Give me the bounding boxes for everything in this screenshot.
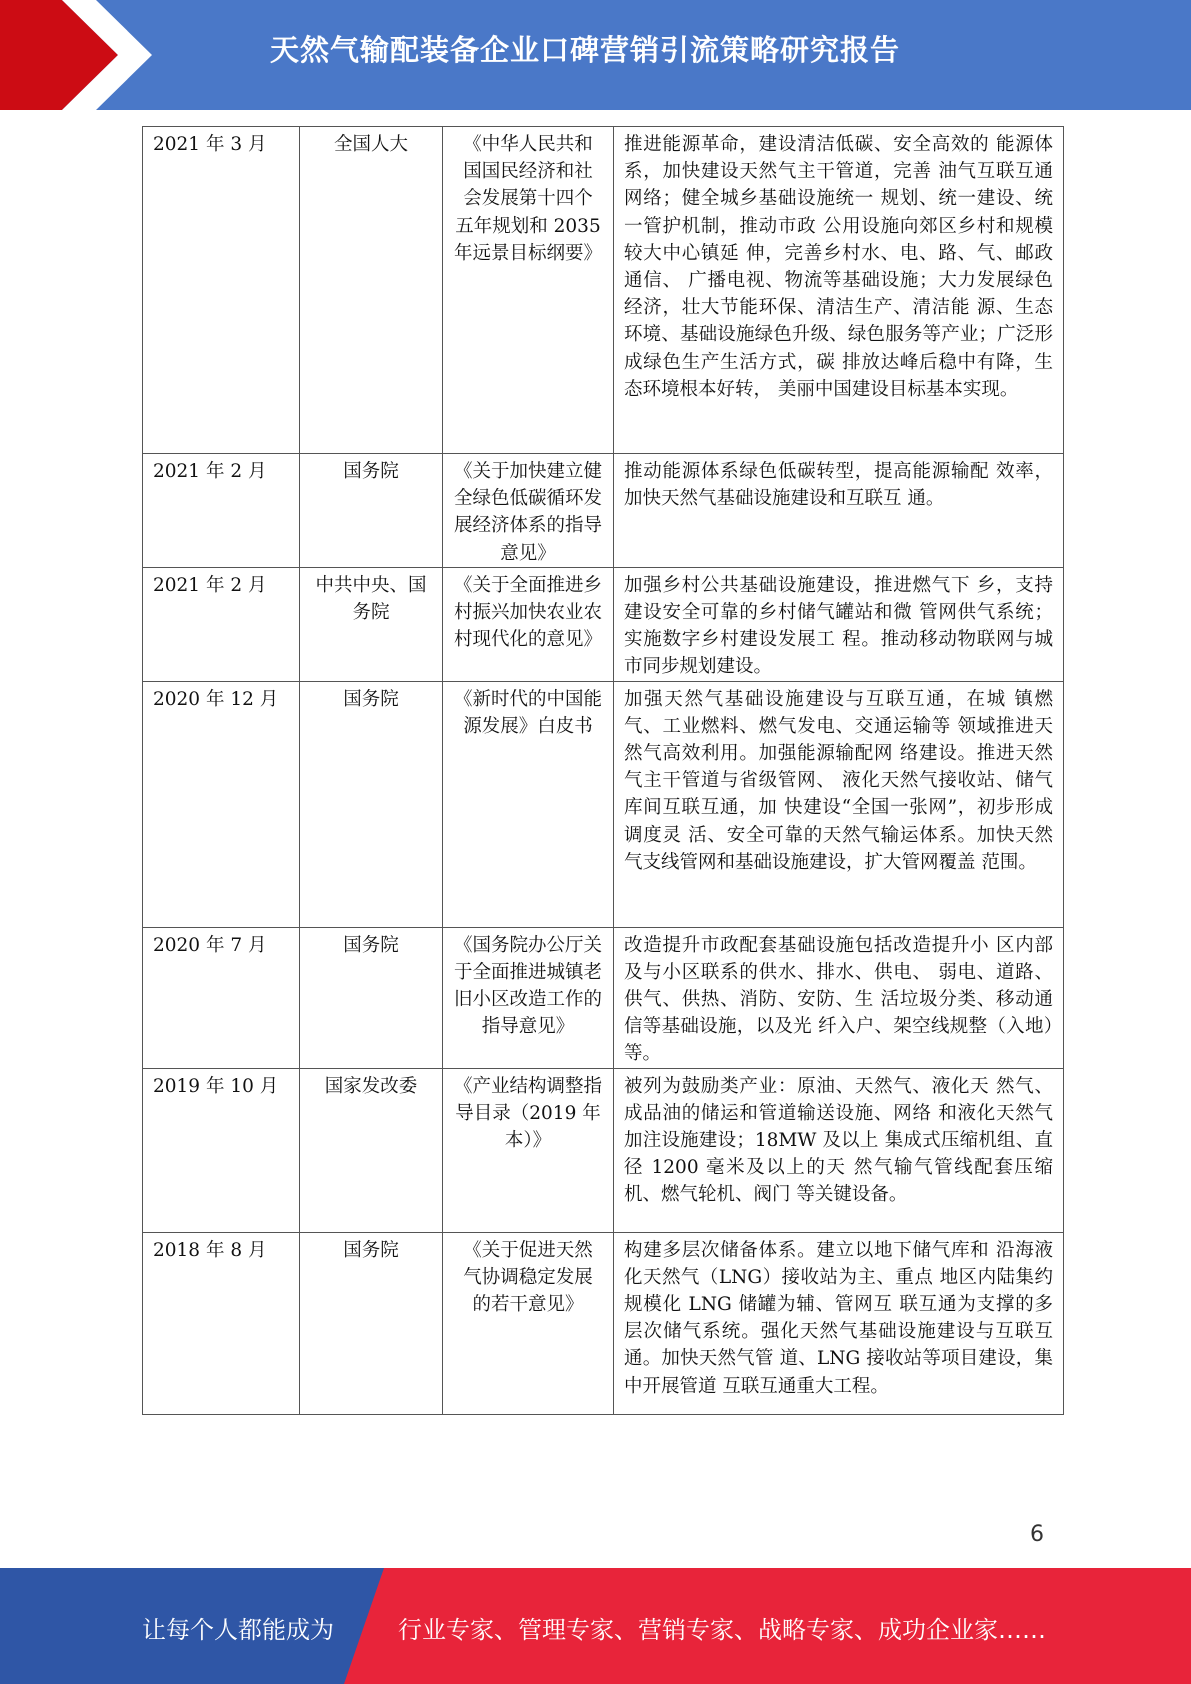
footer-slogan-left: 让每个人都能成为 — [142, 1616, 334, 1644]
document-cell: 《关于全面推进乡村振兴加快农业农村现代化的意见》 — [443, 567, 614, 681]
content-cell: 加强天然气基础设施建设与互联互通，在城 镇燃气、工业燃料、燃气发电、交通运输等 领域推进天然气高效利用。加强能源输配网 络建设。推进天然气主干管道与省级管网、 液化天然气接收站、储气库间互联互通，加 快建设“全国一张网”，初步形成调度灵 活、安全可靠的天然气输运体系。加快天然 气支线管网和基础设施建设，扩大管网覆盖 范围。 — [614, 681, 1064, 927]
issuer-cell: 国务院 — [300, 681, 443, 927]
content-cell: 推动能源体系绿色低碳转型，提高能源输配 效率，加快天然气基础设施建设和互联互 通。 — [614, 454, 1064, 568]
date-cell: 2021 年 2 月 — [143, 454, 300, 568]
page-header — [0, 0, 1191, 110]
table-row — [143, 927, 1064, 1068]
table-row — [143, 1068, 1064, 1232]
table-row — [143, 567, 1064, 681]
date-cell: 2021 年 3 月 — [143, 127, 300, 454]
issuer-cell: 中共中央、国务院 — [300, 567, 443, 681]
document-cell: 《中华人民共和 国国民经济和社 会发展第十四个 五年规划和 2035 年远景目标纲要》 — [443, 127, 614, 454]
footer-slogan-right: 行业专家、管理专家、营销专家、战略专家、成功企业家…… — [398, 1616, 1046, 1644]
content-cell: 被列为鼓励类产业：原油、天然气、液化天 然气、成品油的储运和管道输送设施、网络 和液化天然气加注设施建设；18MW 及以上 集成式压缩机组、直径 1200 毫米及以上的天 然气输气管线配套压缩机、燃气轮机、阀门 等关键设备。 — [614, 1068, 1064, 1232]
table-row — [143, 454, 1064, 568]
policy-table — [142, 126, 1064, 1415]
content-cell: 加强乡村公共基础设施建设，推进燃气下 乡，支持建设安全可靠的乡村储气罐站和微 管网供气系统；实施数字乡村建设发展工 程。推动移动物联网与城市同步规划建设。 — [614, 567, 1064, 681]
document-cell: 《国务院办公厅关于全面推进城镇老旧小区改造工作的指导意见》 — [443, 927, 614, 1068]
report-title: 天然气输配装备企业口碑营销引流策略研究报告 — [270, 33, 901, 67]
issuer-cell: 国务院 — [300, 1232, 443, 1414]
date-cell: 2018 年 8 月 — [143, 1232, 300, 1414]
issuer-cell: 全国人大 — [300, 127, 443, 454]
document-cell: 《关于促进天然 气协调稳定发展 的若干意见》 — [443, 1232, 614, 1414]
date-cell: 2021 年 2 月 — [143, 567, 300, 681]
date-cell: 2020 年 7 月 — [143, 927, 300, 1068]
issuer-cell: 国家发改委 — [300, 1068, 443, 1232]
document-cell: 《新时代的中国能源发展》白皮书 — [443, 681, 614, 927]
page-number: 6 — [1030, 1522, 1044, 1547]
content-cell: 构建多层次储备体系。建立以地下储气库和 沿海液化天然气（LNG）接收站为主、重点 地区内陆集约规模化 LNG 储罐为辅、管网互 联互通为支撑的多层次储气系统。强化天然气基础设施建设与互联互通。加快天然气管 道、LNG 接收站等项目建设，集中开展管道 互联互通重大工程。 — [614, 1232, 1064, 1414]
issuer-cell: 国务院 — [300, 454, 443, 568]
content-cell: 推进能源革命，建设清洁低碳、安全高效的 能源体系，加快建设天然气主干管道，完善 油气互联互通网络；健全城乡基础设施统一 规划、统一建设、统一管护机制，推动市政 公用设施向郊区乡村和规模较大中心镇延 伸，完善乡村水、电、路、气、邮政通信、 广播电视、物流等基础设施；大力发展绿色 经济，壮大节能环保、清洁生产、清洁能 源、生态环境、基础设施绿色升级、绿色服务等产业；广泛形成绿色生产生活方式，碳 排放达峰后稳中有降，生态环境根本好转， 美丽中国建设目标基本实现。 — [614, 127, 1064, 454]
table-row — [143, 681, 1064, 927]
content-cell: 改造提升市政配套基础设施包括改造提升小 区内部及与小区联系的供水、排水、供电、 弱电、道路、供气、供热、消防、安防、生 活垃圾分类、移动通信等基础设施，以及光 纤入户、架空线规整（入地）等。 — [614, 927, 1064, 1068]
table-row — [143, 1232, 1064, 1414]
date-cell: 2019 年 10 月 — [143, 1068, 300, 1232]
page-footer — [0, 1568, 1191, 1684]
document-cell: 《产业结构调整指导目录（2019 年本）》 — [443, 1068, 614, 1232]
table-row — [143, 127, 1064, 454]
document-cell: 《关于加快建立健全绿色低碳循环发展经济体系的指导意见》 — [443, 454, 614, 568]
date-cell: 2020 年 12 月 — [143, 681, 300, 927]
issuer-cell: 国务院 — [300, 927, 443, 1068]
